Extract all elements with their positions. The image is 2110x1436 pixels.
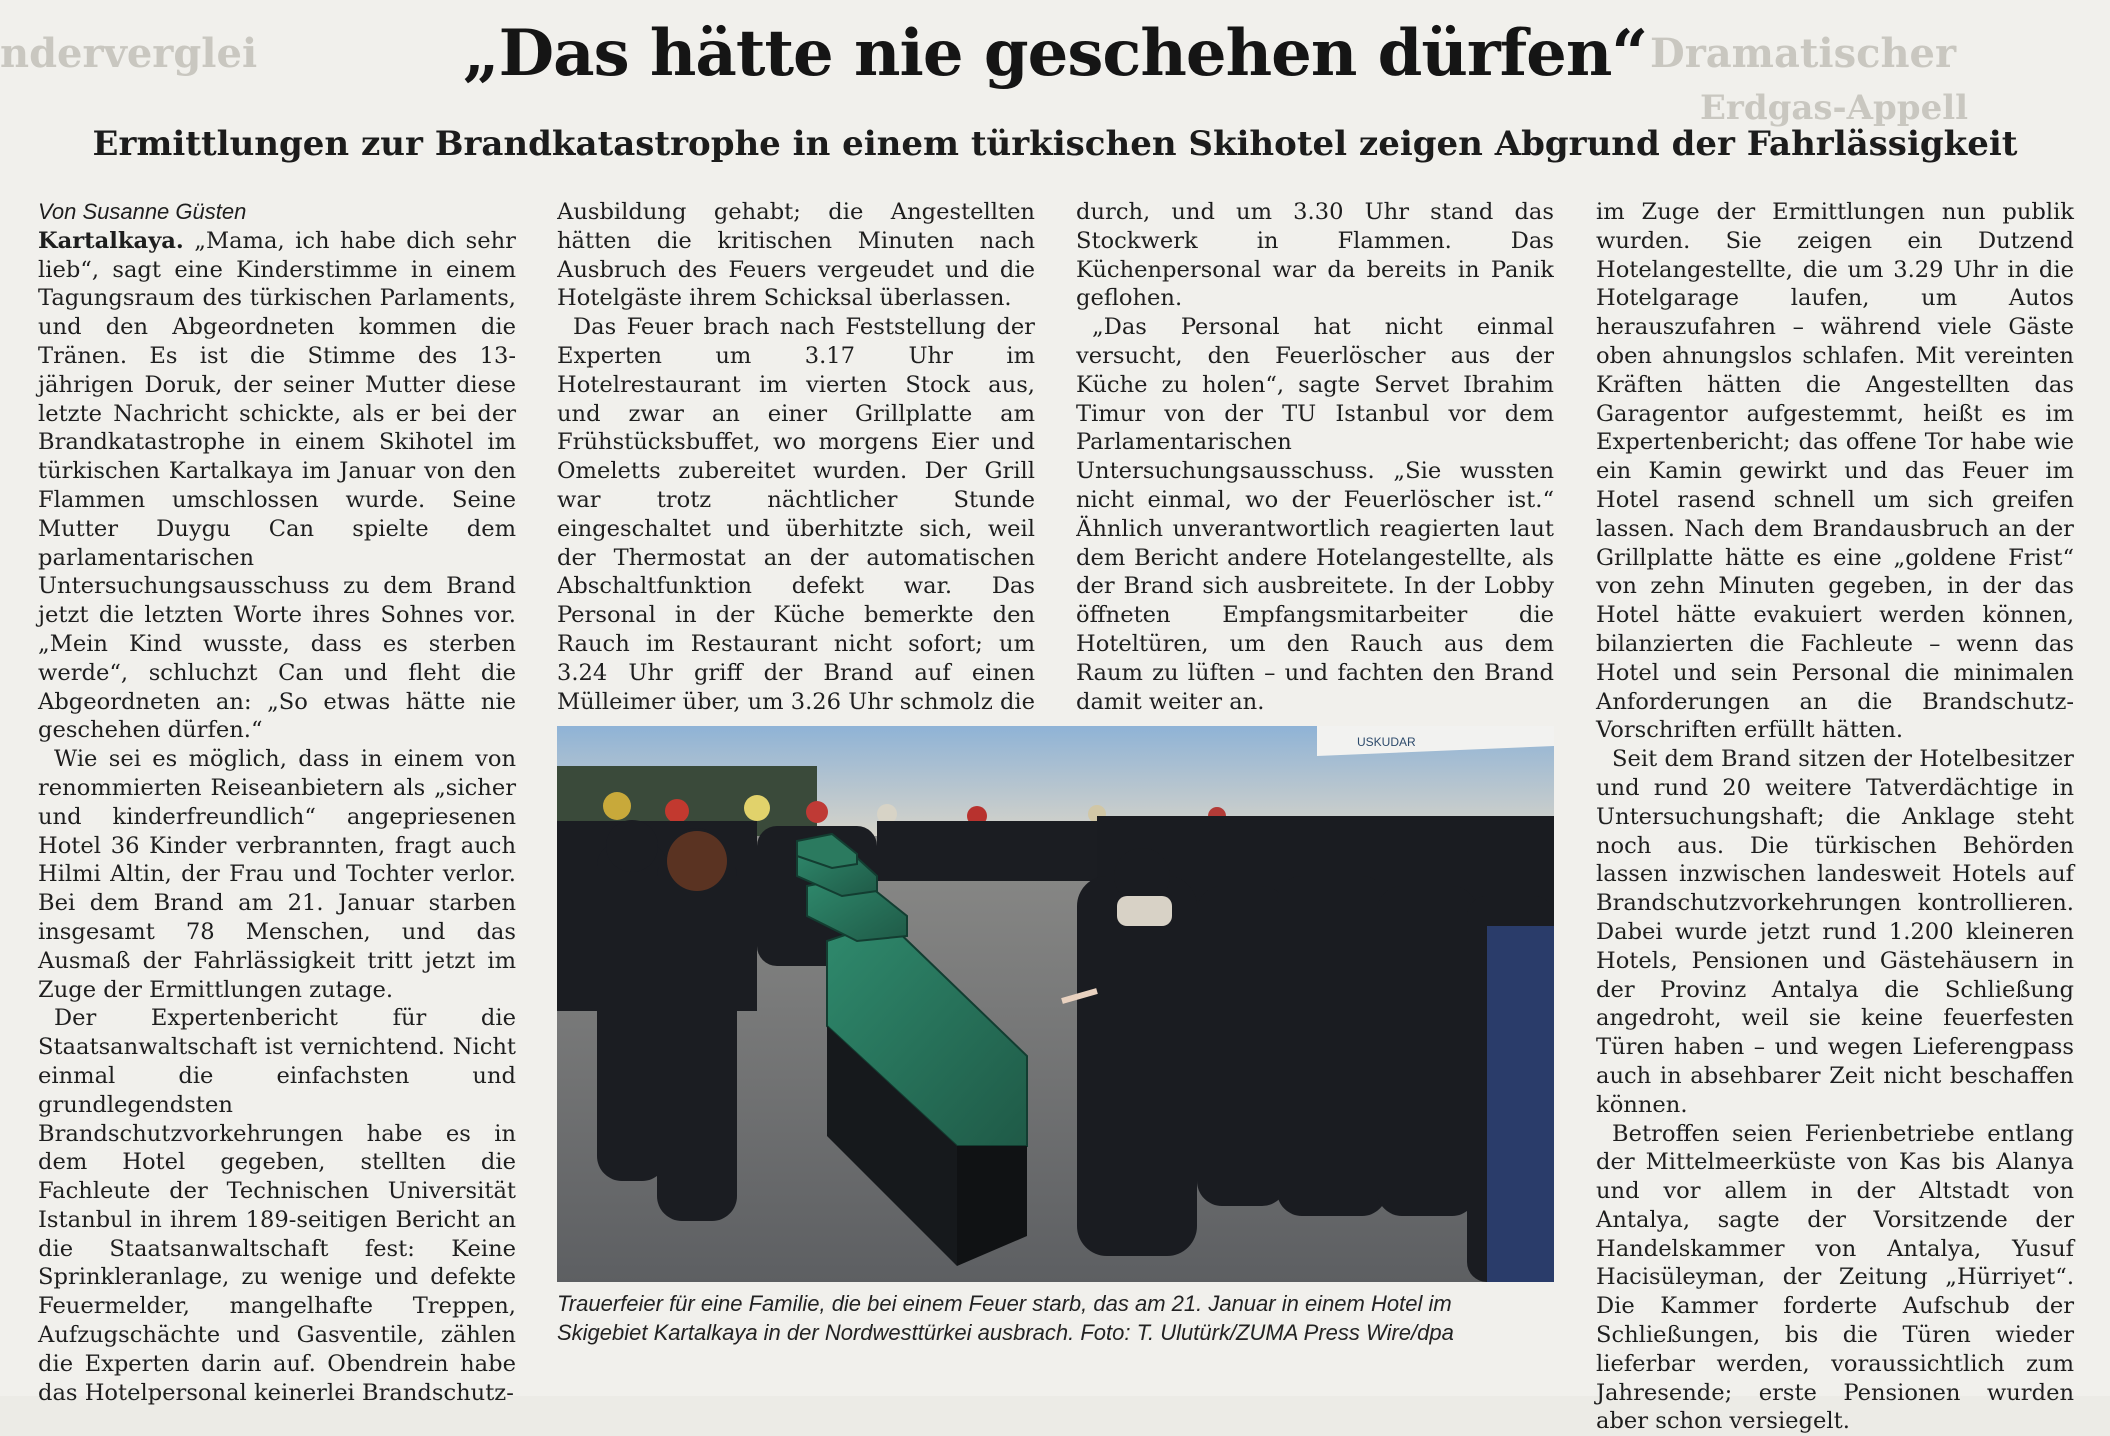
paragraph: Ausbildung gehabt; die Angestellten hätten die kritischen Minuten nach Ausbruch des Feuers vergeudet und die Hotelgäste ihrem Schicksal überlassen. [557, 198, 1035, 313]
paragraph: Seit dem Brand sitzen der Hotelbesitzer und rund 20 weitere Tatverdächtige in Untersuchungshaft; die Anklage steht noch aus. Die türkischen Behörden lassen inzwischen landesweit Hotels auf Brandschutzvorkehrungen kontrollieren. Dabei wurde jetzt rund 1.200 kleineren Hotels, Pensionen und Gästehäusern in der Provinz Antalya die Schließung angedroht, weil sie keine feuerfesten Türen haben – und wegen Lieferengpass auch in absehbarer Zeit nicht beschaffen können. [1596, 745, 2074, 1119]
bleedthrough-subtext-right: Erdgas-Appell [1700, 88, 1968, 128]
funeral-photo [557, 726, 1554, 1282]
paragraph: durch, und um 3.30 Uhr stand das Stockwerk in Flammen. Das Küchenpersonal war da bereits in Panik geflohen. [1076, 198, 1554, 313]
mourner-hair [667, 831, 727, 891]
blue-coat [1487, 926, 1554, 1282]
paragraph: „Das Personal hat nicht einmal versucht, den Feuerlöscher aus der Küche zu holen“, sagte Servet Ibrahim Timur von der TU Istanbul vor dem Parlamentarischen Untersuchungsausschuss. „Sie wussten nicht einmal, wo der Feuerlöscher ist.“ Ähnlich unverantwortlich reagierten laut dem Bericht andere Hotelangestellte, als der Brand sich ausbreitete. In der Lobby öffneten Empfangsmitarbeiter die Hoteltüren, um den Rauch aus dem Raum zu lüften – und fachten den Brand damit weiter an. [1076, 313, 1554, 716]
dateline: Kartalkaya. [38, 228, 184, 254]
bleedthrough-text-left: nderverglei [0, 30, 257, 77]
awning-sign: USKUDAR [1357, 735, 1416, 749]
paragraph: Der Expertenbericht für die Staatsanwaltschaft ist vernichtend. Nicht einmal die einfachsten und grundlegendsten Brandschutzvorkehrungen habe es in dem Hotel gegeben, stellten die Fachleute der Technischen Universität Istanbul in ihrem 189-seitigen Bericht an die Staatsanwaltschaft fest: Keine Sprinkleranlage, zu wenige und defekte Feuermelder, mangelhafte Treppen, Aufzugschächte und Gasventile, zählen die Experten darin auf. Obendrein habe das Hotelpersonal keinerlei Brandschutz- [38, 1004, 516, 1407]
article-column-3 [1076, 198, 1554, 716]
article-column-4 [1596, 198, 2074, 1436]
paragraph: Wie sei es möglich, dass in einem von renommierten Reiseanbietern als „sicher und kinderfreundlich“ angepriesenen Hotel 36 Kinder verbrannten, fragt auch Hilmi Altin, der Frau und Tochter verlor. Bei dem Brand am 21. Januar starben insgesamt 78 Menschen, und das Ausmaß der Fahrlässigkeit tritt jetzt im Zuge der Ermittlungen zutage. [38, 745, 516, 1004]
subheadline: Ermittlungen zur Brandkatastrophe in einem türkischen Skihotel zeigen Abgrund der Fahrlässigkeit [0, 124, 2110, 164]
paragraph: Das Feuer brach nach Feststellung der Experten um 3.17 Uhr im Hotelrestaurant im vierten Stock aus, und zwar an einer Grillplatte am Frühstücksbuffet, wo morgens Eier und Omeletts zubereitet wurden. Der Grill war trotz nächtlicher Stunde eingeschaltet und überhitzte sich, weil der Thermostat an der automatischen Abschaltfunktion defekt war. Das Personal in der Küche bemerkte den Rauch im Restaurant nicht sofort; um 3.24 Uhr griff der Brand auf einen Mülleimer über, um 3.26 Uhr schmolz die [557, 313, 1035, 716]
article-column-1 [38, 198, 516, 1407]
paragraph [38, 227, 516, 745]
bleedthrough-text-right: Dramatischer [1650, 30, 1956, 77]
photo-caption-line: Skigebiet Kartalkaya in der Nordwesttürkei ausbrach. Foto: T. Ulutürk/ZUMA Press Wire/dpa [557, 1319, 1557, 1348]
photo-caption [557, 1290, 1557, 1347]
article-column-2 [557, 198, 1035, 716]
paragraph-text: „Mama, ich habe dich sehr lieb“, sagt eine Kinderstimme in einem Tagungsraum des türkischen Parlaments, und den Abgeordneten kommen die Tränen. Es ist die Stimme des 13-jährigen Doruk, der seiner Mutter diese letzte Nachricht schickte, als er bei der Brandkatastrophe in einem Skihotel im türkischen Kartalkaya im Januar von den Flammen umschlossen wurde. Seine Mutter Duygu Can spielte dem parlamentarischen Untersuchungsausschuss zu dem Brand jetzt die letzten Worte ihres Sohnes vor. „Mein Kind wusste, dass es sterben werde“, schluchzt Can und fleht die Abgeordneten an: „So etwas hätte nie geschehen dürfen.“ [38, 228, 516, 744]
funeral-photo-illustration [557, 726, 1554, 1282]
author-byline: Von Susanne Güsten [38, 198, 516, 227]
paragraph: Betroffen seien Ferienbetriebe entlang der Mittelmeerküste von Kas bis Alanya und vor allem in der Altstadt von Antalya, sagte der Vorsitzende der Handelskammer von Antalya, Yusuf Hacisüleyman, der Zeitung „Hürriyet“. Die Kammer forderte Aufschub der Schließungen, bis die Türen wieder lieferbar werden, voraussichtlich zum Jahresende; erste Pensionen wurden aber schon versiegelt. [1596, 1120, 2074, 1436]
paragraph: im Zuge der Ermittlungen nun publik wurden. Sie zeigen ein Dutzend Hotelangestellte, die um 3.29 Uhr in die Hotelgarage laufen, um Autos herauszufahren – während viele Gäste oben ahnungslos schlafen. Mit vereinten Kräften hätten die Angestellten das Garagentor aufgestemmt, heißt es im Expertenbericht; das offene Tor habe wie ein Kamin gewirkt und das Feuer im Hotel rasend schnell um sich greifen lassen. Nach dem Brandausbruch an der Grillplatte hätte es eine „goldene Frist“ von zehn Minuten gegeben, in der das Hotel hätte evakuiert werden können, bilanzierten die Fachleute – wenn das Hotel und sein Personal die minimalen Anforderungen an die Brandschutz-Vorschriften erfüllt hätten. [1596, 198, 2074, 745]
mourners-right [1077, 816, 1554, 1282]
photo-caption-line: Trauerfeier für eine Familie, die bei einem Feuer starb, das am 21. Januar in einem Hotel im [557, 1290, 1557, 1319]
fur-collar [1117, 896, 1172, 926]
headline: „Das hätte nie geschehen dürfen“ [0, 16, 2110, 91]
